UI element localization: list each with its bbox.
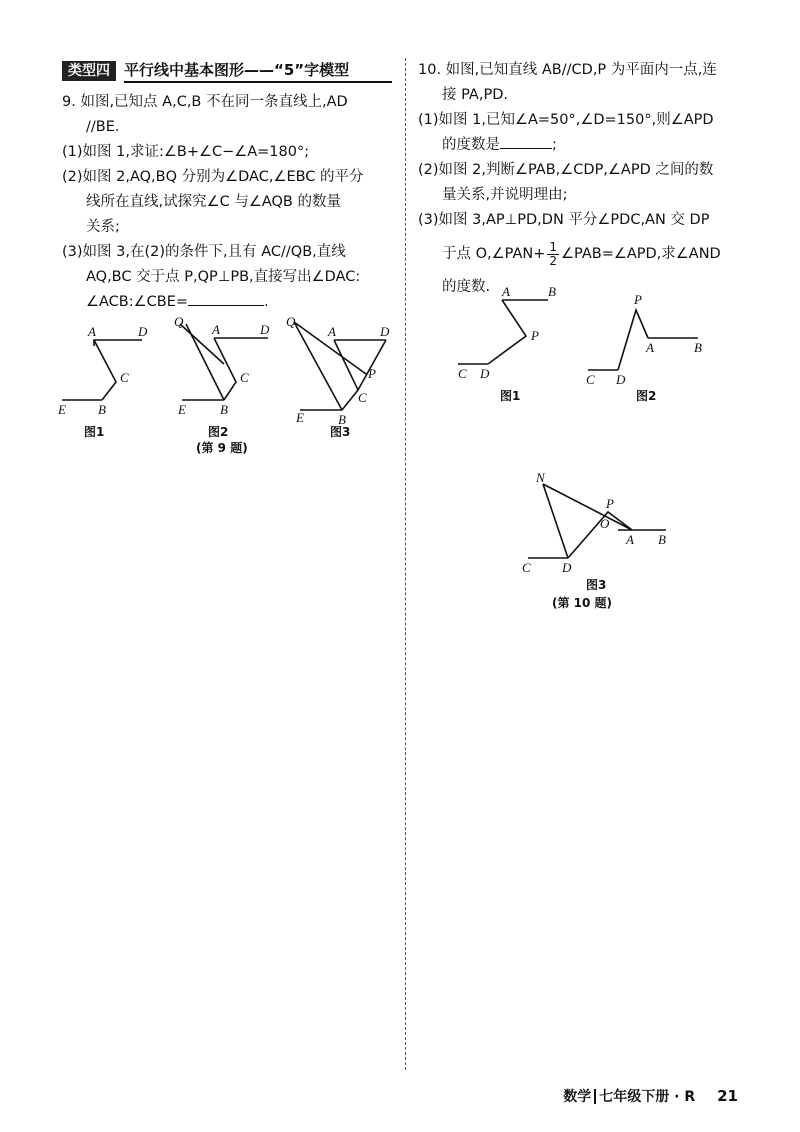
label-b: B [658,532,666,547]
label-c: C [522,560,531,575]
label-d: D [260,322,270,337]
line-a-c-b [94,340,116,400]
question-caption: (第 9 题) [196,441,248,455]
q9-line: 线所在直线,试探究∠C 与∠AQB 的数量 [86,194,341,210]
label-e: E [296,410,304,425]
label-p: P [531,328,539,343]
q9-line: (3)如图 3,在(2)的条件下,且有 AC//QB,直线 [62,244,346,260]
label-n: N [536,470,545,485]
right-column [418,58,748,610]
label-p: P [634,292,642,307]
fig-caption: 图2 [208,425,229,439]
q10-fig3 [522,470,666,575]
section-badge: 类型四 [62,61,116,81]
label-b: B [548,284,556,299]
q9-fig1 [57,324,148,439]
answer-blank[interactable] [500,148,552,149]
page-number: 21 [717,1087,738,1105]
label-d: D [380,324,390,339]
q9-line: 关系; [86,219,120,235]
label-c: C [358,390,367,405]
q10-line: (1)如图 1,已知∠A=50°,∠D=150°,则∠APD [418,112,714,128]
frac-den: 2 [549,253,558,268]
q9-line-last: ∠ACB:∠CBE= . [86,294,269,310]
label-b: B [220,402,228,417]
q10-line: 的度数. [442,279,491,295]
label-e: E [178,402,186,417]
line-a-c-b [214,338,236,400]
q10-semicolon: ; [552,137,557,153]
section-header [62,60,392,82]
fig-caption: 图3 [586,578,607,592]
question-caption: (第 10 题) [552,596,613,610]
answer-blank[interactable] [188,305,264,306]
q9-fig2 [174,314,270,455]
question-10 [418,58,748,300]
frac-num: 1 [549,239,558,254]
q9-line: AQ,BC 交于点 P,QP⊥PB,直接写出∠DAC: [86,269,361,285]
label-d: D [138,324,148,339]
label-d: D [480,366,490,381]
label-a: A [502,284,510,299]
label-a: A [88,324,96,339]
label-e: E [58,402,66,417]
label-c: C [120,370,129,385]
footer-separator [594,1089,596,1104]
line-a-p-d [488,300,526,364]
label-a: A [646,340,654,355]
column-divider [405,58,406,1070]
q10-line: 10. 如图,已知直线 AB//CD,P 为平面内一点,连 [418,62,717,78]
line-a-p-d [618,310,648,370]
q10-line: (2)如图 2,判断∠PAB,∠CDP,∠APD 之间的数 [418,162,714,178]
label-o: O [600,516,610,531]
q9-figures [54,314,394,468]
q9-line: //BE. [86,119,120,135]
line-a-c-b [334,340,358,410]
label-p: P [606,496,614,511]
q9-line: (1)如图 1,求证:∠B+∠C−∠A=180°; [62,144,310,160]
label-d: D [562,560,572,575]
page-footer [563,1086,738,1106]
q9-line: (2)如图 2,AQ,BQ 分别为∠DAC,∠EBC 的平分 [62,169,364,185]
q9-fig3 [286,314,390,439]
q10-line: (3)如图 3,AP⊥PD,DN 平分∠PDC,AN 交 DP [418,212,710,228]
q10-text: ∠PAB=∠APD,求∠AND [561,246,721,262]
fraction-half [547,241,559,268]
label-b: B [98,402,106,417]
fig-caption: 图2 [636,389,657,403]
label-a: A [626,532,634,547]
label-d: D [616,372,626,387]
q10-figures [418,284,758,575]
question-9 [62,90,392,315]
q10-text: 于点 O,∠PAN+ [442,246,546,262]
q10-degree-text: 的度数是 [442,137,500,153]
q10-fig1 [458,284,556,403]
label-q: Q [286,314,296,329]
label-p: P [368,366,376,381]
q10-line: 量关系,并说明理由; [442,187,568,203]
q9-line: 9. 如图,已知点 A,C,B 不在同一条直线上,AD [62,94,348,110]
label-a: A [328,324,336,339]
line-dc [358,340,386,390]
label-c: C [458,366,467,381]
fig-caption: 图3 [330,425,351,439]
q10-line-frac [418,237,748,271]
label-c: C [240,370,249,385]
footer-grade: 七年级下册 · R [599,1089,696,1105]
label-b: B [694,340,702,355]
q10-line [418,133,748,158]
fig-caption: 图1 [500,389,521,403]
q10-line: 接 PA,PD. [442,87,508,103]
footer-subject: 数学 [563,1089,592,1105]
label-b: B [338,412,346,427]
section-title: 平行线中基本图形——“5”字模型 [124,59,392,83]
left-column [58,60,392,455]
q9-ratio-text: ∠ACB:∠CBE= [86,294,189,310]
label-q: Q [174,314,184,329]
fig-caption: 图1 [84,425,105,439]
q10-fig2 [586,292,702,403]
line-ad [94,340,142,346]
label-c: C [586,372,595,387]
label-a: A [212,322,220,337]
